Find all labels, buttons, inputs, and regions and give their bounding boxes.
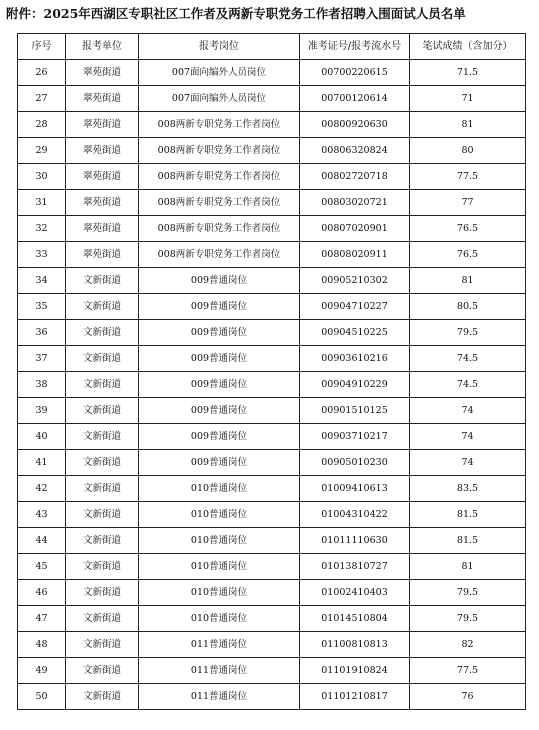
score-cell: 76 — [410, 684, 526, 710]
table-row — [18, 242, 526, 268]
ticket-number: 01014510804 — [300, 606, 410, 632]
ticket-number: 01004310422 — [300, 502, 410, 528]
score-cell: 80 — [410, 138, 526, 164]
table-row — [18, 112, 526, 138]
ticket-number: 00904510225 — [300, 320, 410, 346]
table-row — [18, 606, 526, 632]
score-cell: 74 — [410, 424, 526, 450]
ticket-number: 00802720718 — [300, 164, 410, 190]
score-cell: 79.5 — [410, 320, 526, 346]
table-row — [18, 580, 526, 606]
position-cell: 009普通岗位 — [139, 346, 300, 372]
score-cell: 71.5 — [410, 60, 526, 86]
header-cell: 笔试成绩（含加分） — [410, 34, 526, 60]
header-cell: 报考岗位 — [139, 34, 300, 60]
ticket-number: 00905210302 — [300, 268, 410, 294]
row-number: 40 — [18, 424, 66, 450]
unit-cell: 文新街道 — [66, 684, 139, 710]
row-number: 50 — [18, 684, 66, 710]
score-cell: 76.5 — [410, 216, 526, 242]
position-cell: 009普通岗位 — [139, 398, 300, 424]
row-number: 35 — [18, 294, 66, 320]
position-cell: 010普通岗位 — [139, 580, 300, 606]
table-row — [18, 424, 526, 450]
score-cell: 83.5 — [410, 476, 526, 502]
score-cell: 79.5 — [410, 606, 526, 632]
unit-cell: 翠苑街道 — [66, 86, 139, 112]
position-cell: 008两新专职党务工作者岗位 — [139, 216, 300, 242]
ticket-number: 01011110630 — [300, 528, 410, 554]
score-cell: 81.5 — [410, 528, 526, 554]
table-row — [18, 554, 526, 580]
row-number: 39 — [18, 398, 66, 424]
table-row — [18, 372, 526, 398]
ticket-number: 00700220615 — [300, 60, 410, 86]
position-cell: 010普通岗位 — [139, 606, 300, 632]
row-number: 38 — [18, 372, 66, 398]
position-cell: 010普通岗位 — [139, 502, 300, 528]
unit-cell: 文新街道 — [66, 606, 139, 632]
row-number: 48 — [18, 632, 66, 658]
score-cell: 81.5 — [410, 502, 526, 528]
row-number: 36 — [18, 320, 66, 346]
table-row — [18, 684, 526, 710]
table-row — [18, 346, 526, 372]
row-number: 26 — [18, 60, 66, 86]
ticket-number: 01101910824 — [300, 658, 410, 684]
score-cell: 77 — [410, 190, 526, 216]
ticket-number: 01013810727 — [300, 554, 410, 580]
table-header-row — [18, 34, 526, 60]
score-cell: 76.5 — [410, 242, 526, 268]
position-cell: 008两新专职党务工作者岗位 — [139, 190, 300, 216]
position-cell: 010普通岗位 — [139, 554, 300, 580]
table-row — [18, 60, 526, 86]
ticket-number: 01002410403 — [300, 580, 410, 606]
row-number: 33 — [18, 242, 66, 268]
table-row — [18, 450, 526, 476]
row-number: 28 — [18, 112, 66, 138]
ticket-number: 00903710217 — [300, 424, 410, 450]
ticket-number: 00807020901 — [300, 216, 410, 242]
position-cell: 008两新专职党务工作者岗位 — [139, 112, 300, 138]
row-number: 41 — [18, 450, 66, 476]
row-number: 37 — [18, 346, 66, 372]
unit-cell: 文新街道 — [66, 424, 139, 450]
unit-cell: 翠苑街道 — [66, 60, 139, 86]
unit-cell: 翠苑街道 — [66, 112, 139, 138]
unit-cell: 文新街道 — [66, 450, 139, 476]
row-number: 27 — [18, 86, 66, 112]
row-number: 46 — [18, 580, 66, 606]
table-row — [18, 320, 526, 346]
position-cell: 009普通岗位 — [139, 424, 300, 450]
position-cell: 009普通岗位 — [139, 450, 300, 476]
score-cell: 74 — [410, 398, 526, 424]
unit-cell: 文新街道 — [66, 346, 139, 372]
ticket-number: 00905010230 — [300, 450, 410, 476]
score-cell: 79.5 — [410, 580, 526, 606]
table-row — [18, 86, 526, 112]
position-cell: 010普通岗位 — [139, 528, 300, 554]
ticket-number: 01101210817 — [300, 684, 410, 710]
position-cell: 008两新专职党务工作者岗位 — [139, 138, 300, 164]
ticket-number: 01100810813 — [300, 632, 410, 658]
row-number: 47 — [18, 606, 66, 632]
unit-cell: 文新街道 — [66, 502, 139, 528]
unit-cell: 文新街道 — [66, 528, 139, 554]
table-row — [18, 294, 526, 320]
row-number: 30 — [18, 164, 66, 190]
table-row — [18, 216, 526, 242]
position-cell: 007面向编外人员岗位 — [139, 86, 300, 112]
ticket-number: 00700120614 — [300, 86, 410, 112]
table-row — [18, 476, 526, 502]
ticket-number: 00803020721 — [300, 190, 410, 216]
table-row — [18, 502, 526, 528]
unit-cell: 文新街道 — [66, 658, 139, 684]
position-cell: 007面向编外人员岗位 — [139, 60, 300, 86]
ticket-number: 01009410613 — [300, 476, 410, 502]
score-cell: 71 — [410, 86, 526, 112]
ticket-number: 00903610216 — [300, 346, 410, 372]
header-cell: 准考证号/报考流水号 — [300, 34, 410, 60]
score-cell: 81 — [410, 554, 526, 580]
score-cell: 81 — [410, 112, 526, 138]
table-row — [18, 268, 526, 294]
header-cell: 序号 — [18, 34, 66, 60]
unit-cell: 文新街道 — [66, 476, 139, 502]
unit-cell: 翠苑街道 — [66, 164, 139, 190]
unit-cell: 文新街道 — [66, 320, 139, 346]
unit-cell: 文新街道 — [66, 580, 139, 606]
unit-cell: 文新街道 — [66, 294, 139, 320]
table-row — [18, 632, 526, 658]
position-cell: 009普通岗位 — [139, 372, 300, 398]
score-cell: 74 — [410, 450, 526, 476]
ticket-number: 00904710227 — [300, 294, 410, 320]
score-cell: 74.5 — [410, 372, 526, 398]
score-cell: 77.5 — [410, 658, 526, 684]
table-row — [18, 528, 526, 554]
row-number: 29 — [18, 138, 66, 164]
row-number: 34 — [18, 268, 66, 294]
unit-cell: 文新街道 — [66, 632, 139, 658]
score-cell: 82 — [410, 632, 526, 658]
score-cell: 74.5 — [410, 346, 526, 372]
unit-cell: 翠苑街道 — [66, 216, 139, 242]
header-cell: 报考单位 — [66, 34, 139, 60]
table-body — [18, 60, 526, 710]
row-number: 45 — [18, 554, 66, 580]
ticket-number: 00806320824 — [300, 138, 410, 164]
row-number: 42 — [18, 476, 66, 502]
position-cell: 009普通岗位 — [139, 294, 300, 320]
score-cell: 77.5 — [410, 164, 526, 190]
row-number: 49 — [18, 658, 66, 684]
row-number: 32 — [18, 216, 66, 242]
score-cell: 81 — [410, 268, 526, 294]
row-number: 44 — [18, 528, 66, 554]
unit-cell: 文新街道 — [66, 554, 139, 580]
unit-cell: 翠苑街道 — [66, 242, 139, 268]
score-cell: 80.5 — [410, 294, 526, 320]
unit-cell: 文新街道 — [66, 398, 139, 424]
candidate-table — [17, 33, 526, 710]
ticket-number: 00800920630 — [300, 112, 410, 138]
row-number: 31 — [18, 190, 66, 216]
position-cell: 008两新专职党务工作者岗位 — [139, 242, 300, 268]
table-row — [18, 138, 526, 164]
position-cell: 009普通岗位 — [139, 268, 300, 294]
unit-cell: 翠苑街道 — [66, 138, 139, 164]
ticket-number: 00904910229 — [300, 372, 410, 398]
position-cell: 011普通岗位 — [139, 632, 300, 658]
position-cell: 010普通岗位 — [139, 476, 300, 502]
ticket-number: 00808020911 — [300, 242, 410, 268]
table-row — [18, 190, 526, 216]
unit-cell: 翠苑街道 — [66, 190, 139, 216]
unit-cell: 文新街道 — [66, 268, 139, 294]
table-row — [18, 658, 526, 684]
position-cell: 011普通岗位 — [139, 684, 300, 710]
position-cell: 011普通岗位 — [139, 658, 300, 684]
table-row — [18, 164, 526, 190]
position-cell: 008两新专职党务工作者岗位 — [139, 164, 300, 190]
ticket-number: 00901510125 — [300, 398, 410, 424]
unit-cell: 文新街道 — [66, 372, 139, 398]
document-title: 附件：2025年西湖区专职社区工作者及两新专职党务工作者招聘入围面试人员名单 — [6, 6, 466, 21]
position-cell: 009普通岗位 — [139, 320, 300, 346]
row-number: 43 — [18, 502, 66, 528]
table-row — [18, 398, 526, 424]
